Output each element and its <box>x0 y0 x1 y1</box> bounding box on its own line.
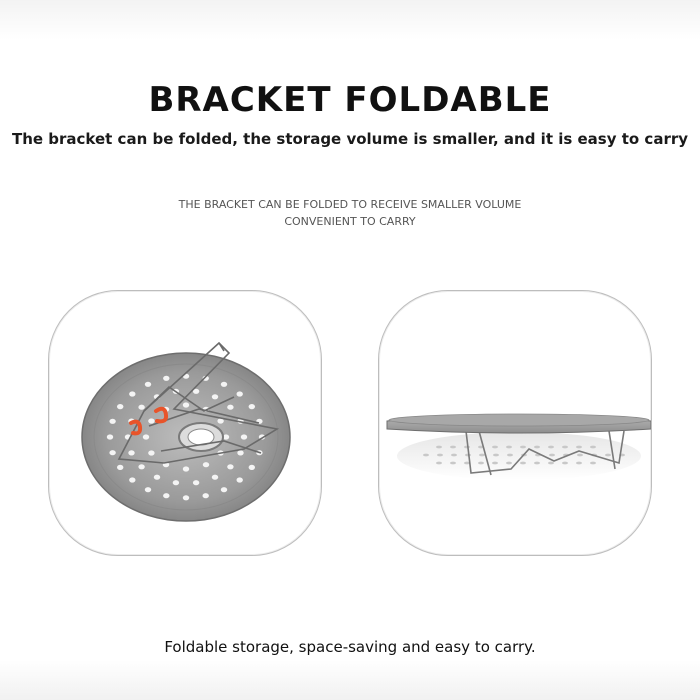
plate-hole <box>183 402 189 407</box>
folded-rack-card <box>48 290 322 556</box>
unfolded-rack-card <box>378 290 652 556</box>
page-title: BRACKET FOLDABLE <box>148 80 552 120</box>
plate-hole <box>163 493 169 498</box>
plate-hole <box>148 450 154 455</box>
reflection-hole <box>493 454 499 457</box>
unfolded-rack-image <box>379 291 651 555</box>
reflection-hole <box>436 462 442 465</box>
caption-line-2: CONVENIENT TO CARRY <box>284 215 416 228</box>
reflection-hole <box>478 462 484 465</box>
reflection-hole <box>548 462 554 465</box>
reflection-hole <box>437 454 443 457</box>
caption <box>0 196 700 230</box>
footer-text: Foldable storage, space-saving and easy to carry. <box>164 638 536 656</box>
reflection-hole <box>506 446 512 449</box>
reflection-hole <box>590 462 596 465</box>
plate-hole <box>148 418 154 423</box>
reflection-hole <box>548 446 554 449</box>
reflection-hole <box>492 462 498 465</box>
plate-hole <box>227 405 233 410</box>
reflection-hole <box>576 446 582 449</box>
reflection-hole <box>520 446 526 449</box>
plate-hole <box>212 475 218 480</box>
plate-hole <box>237 477 243 482</box>
plate-hole <box>109 450 115 455</box>
plate-hole <box>107 434 113 439</box>
plate-hole <box>227 464 233 469</box>
caption-line-1: THE BRACKET CAN BE FOLDED TO RECEIVE SMALLER VOLUME <box>178 198 522 211</box>
reflection-hole <box>436 446 442 449</box>
plate-hole <box>183 495 189 500</box>
page-subtitle: The bracket can be folded, the storage volume is smaller, and it is easy to carry <box>11 130 689 148</box>
plate-hole <box>145 487 151 492</box>
reflection-hole <box>479 454 485 457</box>
reflection-hole <box>450 462 456 465</box>
plate-hole <box>109 419 115 424</box>
reflection-hole <box>534 462 540 465</box>
plate-hole <box>143 434 149 439</box>
plate-hole <box>193 480 199 485</box>
plate-hole <box>221 487 227 492</box>
reflection-hole <box>492 446 498 449</box>
plate-hole <box>138 405 144 410</box>
plate-hole <box>237 450 243 455</box>
reflection-hole <box>577 454 583 457</box>
plate-hole <box>212 394 218 399</box>
plate-hole <box>117 465 123 470</box>
plate-hole <box>241 434 247 439</box>
folded-rack-image <box>49 291 321 555</box>
reflection-hole <box>534 446 540 449</box>
reflection-hole <box>423 454 429 457</box>
plate-hole <box>128 450 134 455</box>
plate-hole <box>163 376 169 381</box>
plate-hole <box>203 462 209 467</box>
reflection-hole <box>590 446 596 449</box>
reflection-hole <box>520 462 526 465</box>
reflection-hole <box>562 462 568 465</box>
plate-hole <box>117 404 123 409</box>
reflection-hole <box>450 446 456 449</box>
plate-hole <box>154 475 160 480</box>
plate-hole <box>203 493 209 498</box>
reflection-hole <box>507 454 513 457</box>
reflection-hole <box>451 454 457 457</box>
plate-hole <box>145 382 151 387</box>
plate-hole <box>237 391 243 396</box>
reflection-hole <box>506 462 512 465</box>
reflection-hole <box>605 454 611 457</box>
plate-hole <box>129 477 135 482</box>
reflection-hole <box>576 462 582 465</box>
plate-hole <box>173 480 179 485</box>
plate-hole <box>129 391 135 396</box>
rack-reflection <box>397 432 641 480</box>
plate-hole <box>249 404 255 409</box>
plate-hole <box>138 464 144 469</box>
reflection-hole <box>549 454 555 457</box>
reflection-hole <box>562 446 568 449</box>
plate-hole <box>183 466 189 471</box>
plate-hole <box>221 382 227 387</box>
plate-top <box>389 414 649 426</box>
plate-hole <box>249 465 255 470</box>
